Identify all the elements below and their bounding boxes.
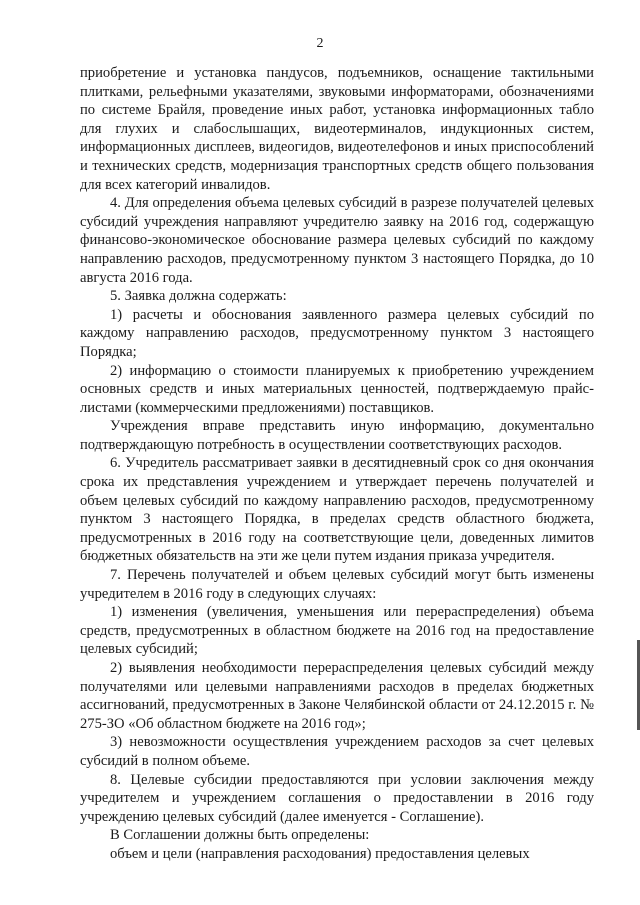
paragraph-item-8: 8. Целевые субсидии предоставляются при условии заключения между учредителем и учреждением соглашения о предоставлении в 2016 году учреждению целевых субсидий (далее именуется - Соглашение). <box>80 771 594 825</box>
paragraph-item-7-3: 3) невозможности осуществления учреждением расходов за счет целевых субсидий в полном объеме. <box>80 734 594 769</box>
paragraph-item-7-2: 2) выявления необходимости перераспределения целевых субсидий между получателями или целевыми направлениями расходов в пределах бюджетных ассигнований, предусмотренных в Законе Челябинской области от 24.12.2015 г. № 275-ЗО «Об областном бюджете на 2016 год»; <box>80 660 594 732</box>
document-body <box>80 64 594 864</box>
paragraph-additional-info: Учреждения вправе представить иную информацию, документально подтверждающую потребность в осуществлении соответствующих расходов. <box>80 418 594 453</box>
paragraph-item-7-1: 1) изменения (увеличения, уменьшения или перераспределения) объема средств, предусмотренных в областном бюджете на 2016 год на предоставление целевых субсидий; <box>80 604 594 658</box>
paragraph-continuation: приобретение и установка пандусов, подъемников, оснащение тактильными плитками, рельефными указателями, звуковыми информаторами, обозначениями по системе Брайля, проведение иных работ, установка информационных табло для глухих и слабослышащих, видеотерминалов, индукционных систем, информационных дисплеев, видеогидов, видеотелефонов и иных приспособлений и технических средств, модернизация транспортных средств общего пользования для всех категорий инвалидов. <box>80 65 594 193</box>
paragraph-item-4: 4. Для определения объема целевых субсидий в разрезе получателей целевых субсидий учреждения направляют учредителю заявку на 2016 год, содержащую финансово-экономическое обоснование размера целевых субсидий по каждому направлению расходов, предусмотренному пунктом 3 настоящего Порядка, до 10 августа 2016 года. <box>80 195 594 286</box>
paragraph-item-7: 7. Перечень получателей и объем целевых субсидий могут быть изменены учредителем в 2016 году в следующих случаях: <box>80 567 594 602</box>
paragraph-agreement-intro: В Соглашении должны быть определены: <box>110 827 370 844</box>
paragraph-agreement-list-start: объем и цели (направления расходования) предоставления целевых <box>110 845 530 862</box>
paragraph-item-5-1: 1) расчеты и обоснования заявленного размера целевых субсидий по каждому направлению расходов, предусмотренному пунктом 3 настоящего Порядка; <box>80 306 594 360</box>
page-number: 2 <box>316 36 324 51</box>
paragraph-item-5-2: 2) информацию о стоимости планируемых к приобретению учреждением основных средств и иных материальных ценностей, подтверждаемую прайс-листами (коммерческими предложениями) поставщиков. <box>80 362 594 416</box>
paragraph-item-6: 6. Учредитель рассматривает заявки в десятидневный срок со дня окончания срока их представления учреждением и утверждает перечень получателей и объем целевых субсидий по каждому направлению расходов, предусмотренному пунктом 3 настоящего Порядка, в пределах средств областного бюджета, предусмотренных в 2016 году на соответствующие цели, доведенных лимитов бюджетных обязательств на эти же цели путем издания приказа учредителя. <box>80 455 594 565</box>
paragraph-item-5: 5. Заявка должна содержать: <box>110 288 287 305</box>
